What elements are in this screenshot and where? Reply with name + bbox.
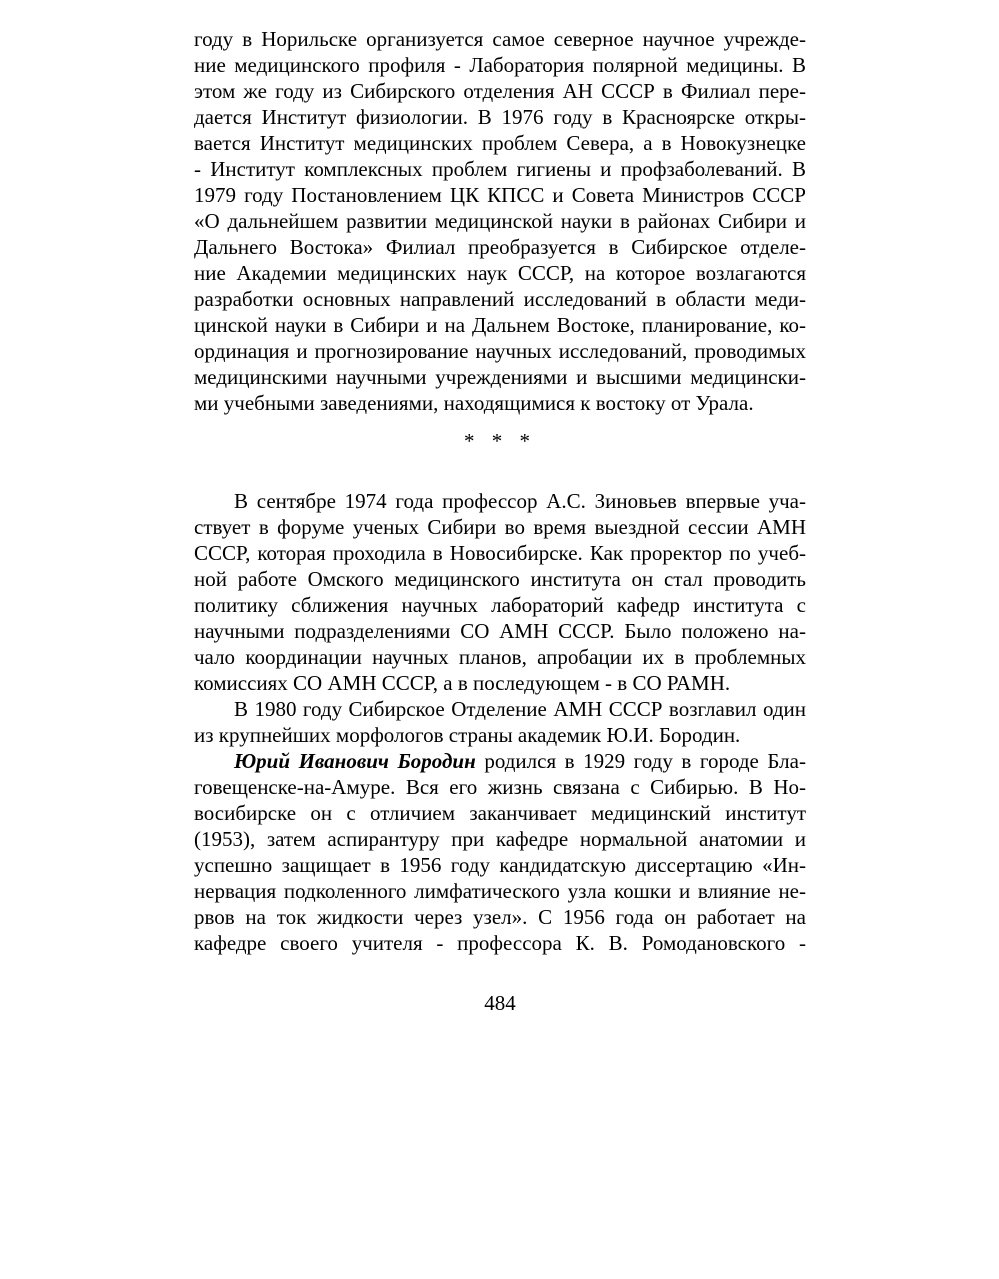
- text-line: (1953), затем аспирантуру при кафедре нормальной анатомии и: [194, 827, 806, 851]
- text-line: восибирске он с отличием заканчивает медицинский институт: [194, 801, 806, 825]
- text-line: - Институт комплексных проблем гигиены и профзаболеваний. В: [194, 157, 806, 181]
- text-line: В сентябре 1974 года профессор А.С. Зиновьев впервые уча-: [234, 489, 806, 513]
- text-line: ние Академии медицинских наук СССР, на которое возлагаются: [194, 261, 806, 285]
- paragraph-3: [194, 696, 806, 748]
- text-line: из крупнейших морфологов страны академик Ю.И. Бородин.: [194, 723, 741, 747]
- text-line: чало координации научных планов, апробации их в проблемных: [194, 645, 806, 669]
- text-line: рвов на ток жидкости через узел». С 1956 года он работает на: [194, 905, 806, 929]
- text-line: научными подразделениями СО АМН СССР. Было положено на-: [194, 619, 806, 643]
- text-line: успешно защищает в 1956 году кандидатскую диссертацию «Ин-: [194, 853, 806, 877]
- text-line: Дальнего Востока» Филиал преобразуется в Сибирское отделе-: [194, 235, 806, 259]
- text-line: 1979 году Постановлением ЦК КПСС и Совета Министров СССР: [194, 183, 806, 207]
- text-fragment: родился в 1929 году в городе Бла-: [475, 749, 806, 773]
- text-line: ми учебными заведениями, находящимися к востоку от Урала.: [194, 391, 754, 415]
- page-number: 484: [484, 991, 516, 1015]
- text-line: цинской науки в Сибири и на Дальнем Востоке, планирование, ко-: [194, 313, 806, 337]
- text-line: ординация и прогнозирование научных исследований, проводимых: [194, 339, 806, 363]
- text-line: году в Норильске организуется самое северное научное учрежде-: [194, 27, 806, 51]
- text-line: кафедре своего учителя - профессора К. В. Ромодановского -: [194, 931, 806, 955]
- paragraph-4: [194, 748, 806, 956]
- text-line: «О дальнейшем развитии медицинской науки в районах Сибири и: [194, 209, 806, 233]
- text-line: дается Институт физиологии. В 1976 году в Красноярске откры-: [194, 105, 806, 129]
- text-line: говещенске-на-Амуре. Вся его жизнь связана с Сибирью. В Но-: [194, 775, 806, 799]
- text-line: комиссиях СО АМН СССР, а в последующем - в СО РАМН.: [194, 671, 731, 695]
- section-separator: * * *: [464, 429, 536, 453]
- text-line: ной работе Омского медицинского института он стал проводить: [194, 567, 806, 591]
- text-line: [194, 748, 806, 774]
- text-line: разработки основных направлений исследований в области меди-: [194, 287, 806, 311]
- text-line: политику сближения научных лабораторий кафедр института с: [194, 593, 806, 617]
- text-line: медицинскими научными учреждениями и высшими медицински-: [194, 365, 806, 389]
- text-line: СССР, которая проходила в Новосибирске. Как проректор по учеб-: [194, 541, 806, 565]
- text-line: ние медицинского профиля - Лаборатория полярной медицины. В: [194, 53, 806, 77]
- text-line: нервация подколенного лимфатического узла кошки и влияние не-: [194, 879, 806, 903]
- text-line: вается Институт медицинских проблем Севера, а в Новокузнецке: [194, 131, 806, 155]
- paragraph-2: [194, 488, 806, 696]
- text-line: В 1980 году Сибирское Отделение АМН СССР возглавил один: [234, 697, 806, 721]
- person-name: Юрий Иванович Бородин: [234, 749, 476, 773]
- paragraph-1: [194, 26, 806, 416]
- text-line: этом же году из Сибирского отделения АН СССР в Филиал пере-: [194, 79, 806, 103]
- text-line: ствует в форуме ученых Сибири во время выездной сессии АМН: [194, 515, 806, 539]
